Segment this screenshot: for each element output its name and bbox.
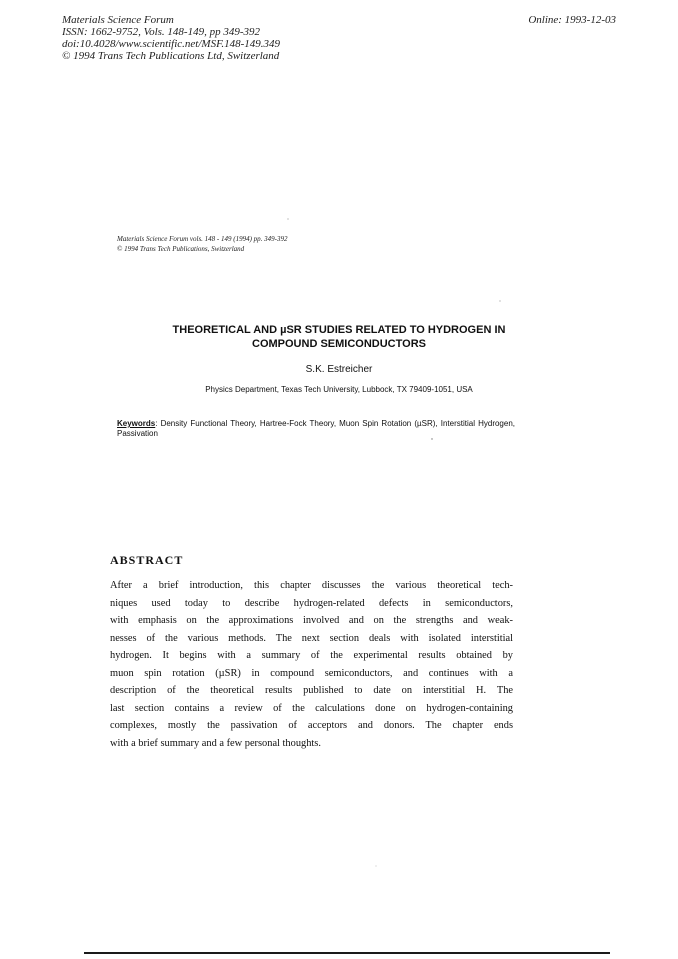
journal-ref-line-1: Materials Science Forum vols. 148 - 149 (1994) pp. 349-392 — [117, 235, 288, 243]
abstract-line: nesses of the various methods. The next section deals with isolated interstitial — [110, 632, 513, 644]
abstract-line: hydrogen. It begins with a summary of the experimental results obtained by — [110, 650, 513, 661]
abstract-line: with a brief summary and a few personal thoughts. — [110, 737, 321, 749]
abstract-line: After a brief introduction, this chapter discusses the various theoretical tech- — [110, 580, 513, 591]
title-line-2: COMPOUND SEMICONDUCTORS — [252, 338, 426, 350]
scan-speck — [499, 300, 500, 301]
abstract-line: complexes, mostly the passivation of acceptors and donors. The chapter ends — [110, 720, 513, 731]
keywords-text: : Density Functional Theory, Hartree-Fock Theory, Muon Spin Rotation (µSR), Interstitial Hydrogen, Passivation — [117, 419, 515, 438]
author-affiliation: Physics Department, Texas Tech University, Lubbock, TX 79409-1051, USA — [205, 385, 473, 394]
keywords-block — [117, 419, 515, 439]
doi-line: doi:10.4028/www.scientific.net/MSF.148-149.349 — [62, 38, 281, 50]
scan-speck — [287, 218, 288, 219]
abstract-line: with emphasis on the approximations involved and on the strengths and weak- — [110, 615, 513, 626]
issn-line: ISSN: 1662-9752, Vols. 148-149, pp 349-392 — [62, 26, 260, 38]
journal-name: Materials Science Forum — [62, 14, 174, 26]
abstract-line: muon spin rotation (µSR) in compound semiconductors, and continues with a — [110, 667, 513, 679]
copyright-line: © 1994 Trans Tech Publications Ltd, Switzerland — [62, 50, 280, 62]
publication-metadata — [62, 14, 280, 62]
abstract-heading: ABSTRACT — [110, 553, 184, 567]
author-name: S.K. Estreicher — [305, 364, 373, 375]
abstract-line: niques used today to describe hydrogen-related defects in semiconductors, — [110, 597, 513, 609]
keywords-label: Keywords — [117, 419, 156, 428]
title-line-1: THEORETICAL AND µSR STUDIES RELATED TO HYDROGEN IN — [172, 324, 506, 336]
abstract-line: description of the theoretical results published to date on interstitial H. The — [110, 685, 513, 696]
paper-title — [100, 323, 578, 351]
online-date: Online: 1993-12-03 — [528, 14, 616, 26]
scan-speck — [376, 866, 377, 867]
journal-ref-line-2: © 1994 Trans Tech Publications, Switzerland — [117, 245, 245, 253]
abstract-body — [110, 577, 513, 752]
abstract-line: last section contains a review of the calculations done on hydrogen-containing — [110, 702, 513, 714]
journal-reference — [117, 234, 288, 254]
bottom-rule — [84, 952, 610, 954]
